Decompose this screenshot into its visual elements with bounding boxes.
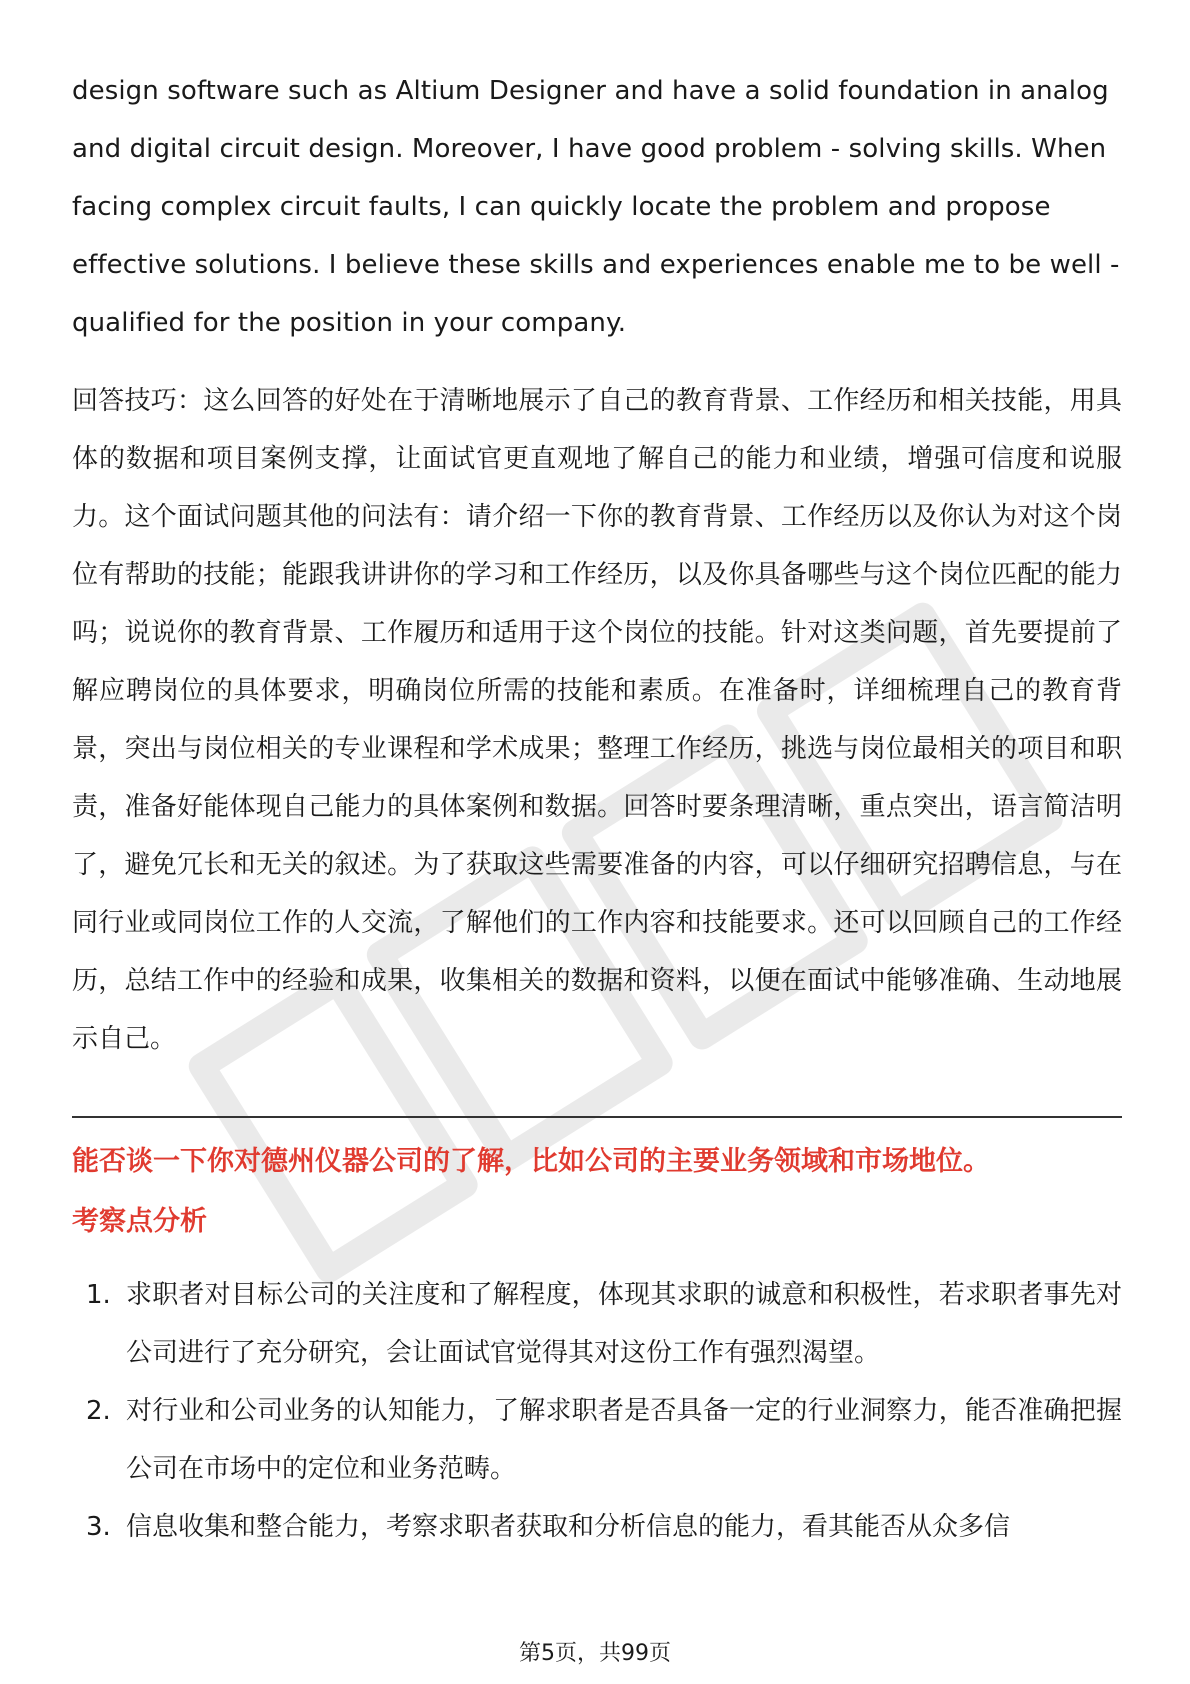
list-item bbox=[72, 1498, 1122, 1556]
interview-question: 能否谈一下你对德州仪器公司的了解，比如公司的主要业务领域和市场地位。 bbox=[72, 1146, 990, 1177]
list-item-number: 1. bbox=[86, 1280, 111, 1310]
answer-tip-paragraph: 回答技巧：这么回答的好处在于清晰地展示了自己的教育背景、工作经历和相关技能，用具体的数据和项目案例支撑，让面试官更直观地了解自己的能力和业绩，增强可信度和说服力。这个面试问题其他的问法有：请介绍一下你的教育背景、工作经历以及你认为对这个岗位有帮助的技能；能跟我讲讲你的学习和工作经历，以及你具备哪些与这个岗位匹配的能力吗；说说你的教育背景、工作履历和适用于这个岗位的技能。针对这类问题，首先要提前了解应聘岗位的具体要求，明确岗位所需的技能和素质。在准备时，详细梳理自己的教育背景，突出与岗位相关的专业课程和学术成果；整理工作经历，挑选与岗位最相关的项目和职责，准备好能体现自己能力的具体案例和数据。回答时要条理清晰，重点突出，语言简洁明了，避免冗长和无关的叙述。为了获取这些需要准备的内容，可以仔细研究招聘信息，与在同行业或同岗位工作的人交流，了解他们的工作内容和技能要求。还可以回顾自己的工作经历，总结工作中的经验和成果，收集相关的数据和资料，以便在面试中能够准确、生动地展示自己。 bbox=[72, 386, 1122, 1054]
list-item-number: 2. bbox=[86, 1396, 111, 1426]
list-item-number: 3. bbox=[86, 1512, 111, 1542]
list-item bbox=[72, 1382, 1122, 1498]
list-item-text: 信息收集和整合能力，考察求职者获取和分析信息的能力，看其能否从众多信 bbox=[126, 1512, 1011, 1542]
list-item-text: 求职者对目标公司的关注度和了解程度，体现其求职的诚意和积极性，若求职者事先对公司进行了充分研究，会让面试官觉得其对这份工作有强烈渴望。 bbox=[126, 1280, 1122, 1368]
document-page bbox=[72, 62, 1122, 1556]
english-answer-paragraph: design software such as Altium Designer and have a solid foundation in analog and digital circuit design. Moreover, I have good problem - solving skills. When facing complex circuit faults, I can quickly locate the problem and propose effective solutions. I believe these skills and experiences enable me to be well - qualified for the position in your company. bbox=[72, 76, 1120, 338]
page-number-footer: 第5页，共99页 bbox=[519, 1641, 671, 1666]
analysis-list bbox=[72, 1266, 1122, 1556]
list-item bbox=[72, 1266, 1122, 1382]
section-divider bbox=[72, 1116, 1122, 1118]
analysis-heading: 考察点分析 bbox=[72, 1206, 207, 1237]
list-item-text: 对行业和公司业务的认知能力，了解求职者是否具备一定的行业洞察力，能否准确把握公司在市场中的定位和业务范畴。 bbox=[126, 1396, 1122, 1484]
